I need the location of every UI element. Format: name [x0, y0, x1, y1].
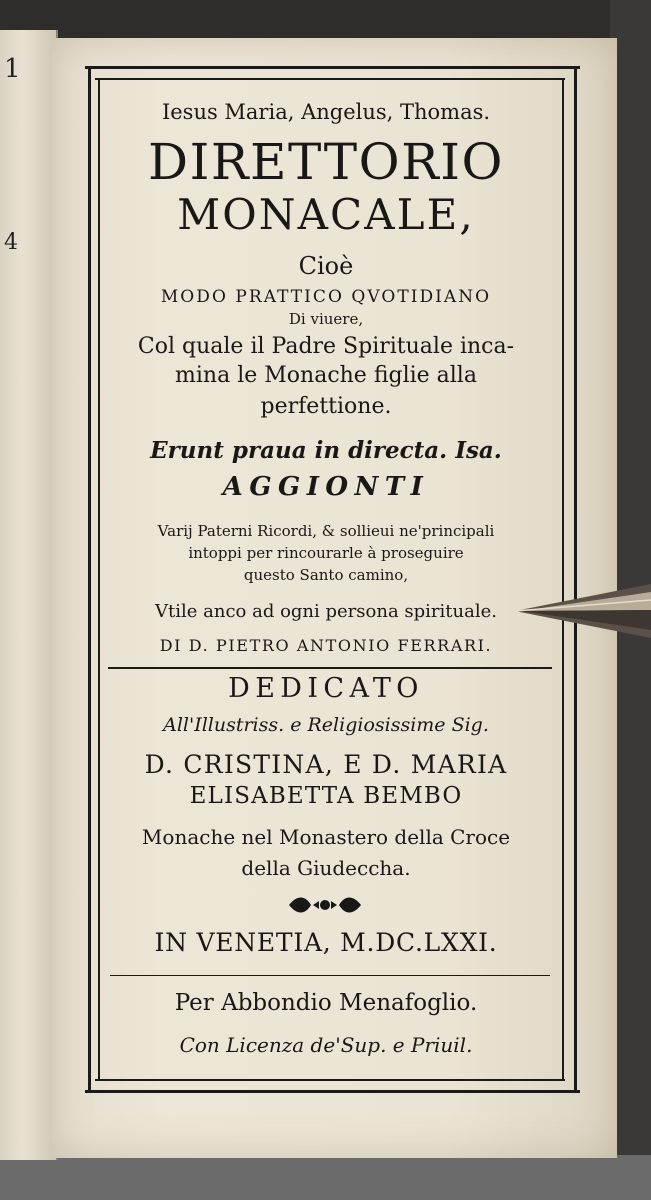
imprint-place: IN VENETIA, M.DC.LXXI.	[154, 928, 498, 957]
description-line-3: perfettione.	[260, 394, 392, 419]
metal-pointer-icon	[515, 580, 651, 640]
divider-author	[108, 667, 552, 669]
subtitle-line-2: Di viuere,	[288, 310, 364, 328]
margin-mark-2: 4	[4, 230, 18, 255]
margin-mark-1: 1	[4, 54, 21, 84]
subtitle-line-1: MODO PRATTICO QVOTIDIANO	[160, 287, 492, 307]
epigraph: Erunt praua in directa. Isa.	[150, 437, 502, 464]
dedicatees-line-2: ELISABETTA BEMBO	[189, 783, 463, 809]
frame-right-outer	[574, 66, 577, 1091]
useful-note: Vtile anco ad ogni persona spirituale.	[155, 601, 497, 622]
dedicatees-line-1: D. CRISTINA, E D. MARIA	[144, 750, 508, 779]
facing-page-edge	[0, 30, 58, 1160]
aggionti-heading: AGGIONTI	[222, 472, 430, 502]
divider-imprint	[110, 975, 550, 976]
description-line-2: mina le Monache figlie alla	[175, 363, 477, 388]
dedication-line: All'Illustriss. e Religiosissime Sig.	[163, 714, 489, 736]
frame-top-outer	[85, 66, 580, 69]
additions-line-2: intoppi per rincourarle à proseguire	[188, 544, 464, 562]
invocation: Iesus Maria, Angelus, Thomas.	[161, 100, 491, 124]
title-line-1: DIRETTORIO	[148, 133, 504, 191]
title-line-2: MONACALE,	[177, 190, 475, 239]
frame-left-outer	[88, 66, 91, 1091]
author-line: DI D. PIETRO ANTONIO FERRARI.	[159, 636, 493, 655]
background-bottom	[0, 1155, 651, 1200]
description-line-1: Col quale il Padre Spirituale inca-	[137, 334, 515, 359]
frame-bottom-outer	[85, 1090, 580, 1093]
additions-line-3: questo Santo camino,	[243, 566, 409, 584]
monastery-line-1: Monache nel Monastero della Croce	[141, 825, 511, 849]
frame-bottom-inner	[95, 1079, 565, 1081]
monastery-line-2: della Giudeccha.	[241, 856, 411, 880]
frame-top-inner	[95, 78, 565, 80]
additions-line-1: Varij Paterni Ricordi, & sollieui ne'principali	[157, 522, 495, 540]
dedicato-heading: DEDICATO	[228, 673, 424, 704]
printer-line: Per Abbondio Menafoglio.	[174, 990, 478, 1016]
background-top	[0, 0, 651, 40]
cioe-label: Cioè	[298, 252, 354, 280]
fleuron-ornament-icon	[285, 893, 365, 917]
license-line: Con Licenza de'Sup. e Priuil.	[179, 1033, 473, 1057]
